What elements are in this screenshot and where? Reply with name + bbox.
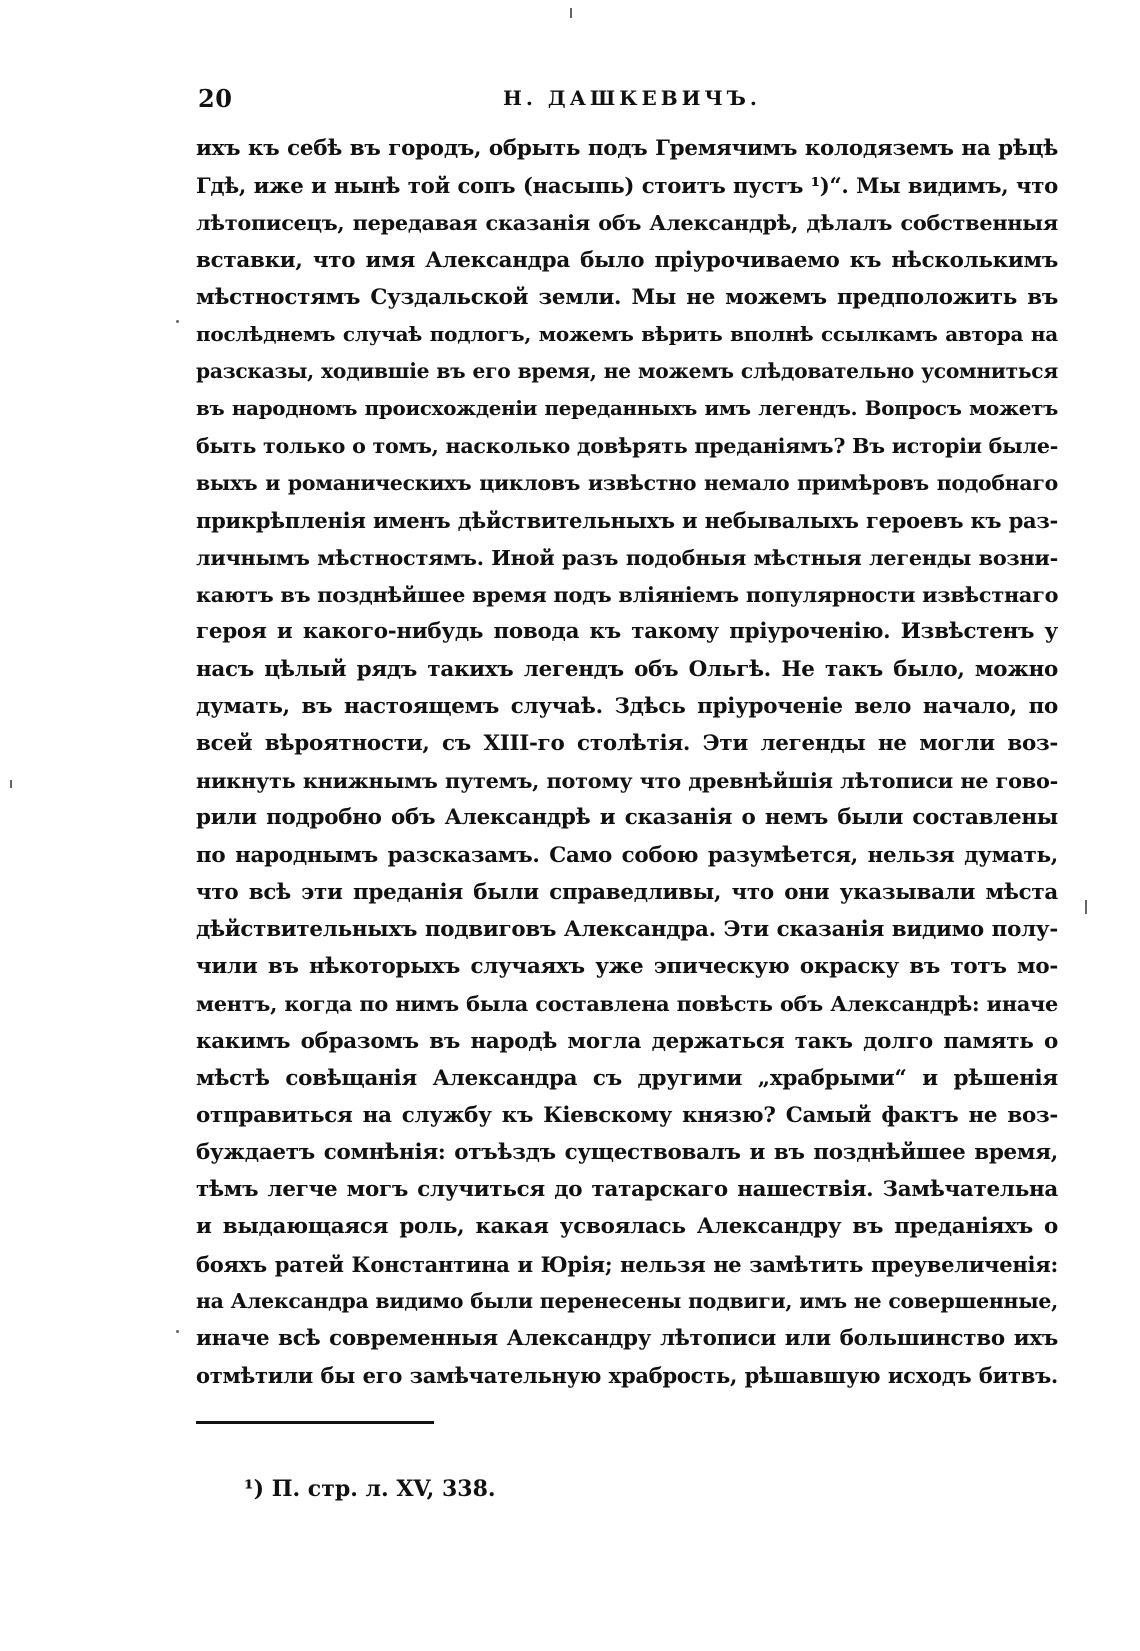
scan-speck [570,8,572,18]
text-line: какимъ образомъ въ народѣ могла держаться такъ долго память о [196,1028,1058,1054]
text-line: лѣтописецъ, передавая сказанія объ Александрѣ, дѣлалъ собственныя [196,210,1058,236]
text-line: что всѣ эти преданія были справедливы, что они указывали мѣста [196,879,1058,905]
text-line: иначе всѣ современныя Александру лѣтописи или большинство ихъ [196,1326,1058,1351]
text-line: ментъ, когда по нимъ была составлена повѣсть объ Александрѣ: иначе [196,991,1058,1017]
text-line: мѣстѣ совѣщанія Александра съ другими „храбрыми“ и рѣшенія [196,1065,1058,1091]
text-line: и выдающаяся роль, какая усвоялась Александру въ преданіяхъ о [196,1214,1058,1240]
running-title: Н. ДАШКЕВИЧЪ. [503,86,761,110]
text-line: по народнымъ разсказамъ. Само собою разумѣется, нельзя думать, [196,842,1058,868]
text-line: на Александра видимо были перенесены подвиги, имъ не совершенные, [196,1288,1058,1313]
text-line: Гдѣ, иже и нынѣ той сопъ (насыпь) стоитъ пустъ ¹)“. Мы видимъ, что [196,173,1058,199]
text-line: выхъ и романическихъ цикловъ извѣстно немало примѣровъ подобнаго [196,470,1058,495]
main-text [196,130,1058,1394]
text-line: прикрѣпленія именъ дѣйствительныхъ и небывалыхъ героевъ къ раз- [196,507,1058,533]
text-line: насъ цѣлый рядъ такихъ легендъ объ Ольгѣ. Не такъ было, можно [196,656,1058,682]
text-line: отмѣтили бы его замѣчательную храбрость, рѣшавшую исходъ битвъ. [196,1363,1058,1389]
text-line: личнымъ мѣстностямъ. Иной разъ подобныя мѣстныя легенды возни- [196,545,1058,571]
text-line: мѣстностямъ Суздальской земли. Мы не можемъ предположить въ [196,284,1058,310]
text-line: ихъ къ себѣ въ городъ, обрыть подъ Гремячимъ колодяземъ на рѣцѣ [196,136,1058,161]
text-line: въ народномъ происхожденіи переданныхъ имъ легендъ. Вопросъ можетъ [196,396,1058,421]
text-line: отправиться на службу къ Кіевскому князю? Самый фактъ не воз- [196,1102,1058,1128]
scan-speck [176,320,179,323]
text-line: послѣднемъ случаѣ подлогъ, можемъ вѣрить вполнѣ ссылкамъ автора на [196,321,1058,346]
text-line: разсказы, ходившіе въ его время, не можемъ слѣдовательно усомниться [196,359,1058,384]
text-line: буждаетъ сомнѣнія: отъѣздъ существовалъ и въ позднѣйшее время, [196,1140,1058,1166]
text-line: дѣйствительныхъ подвиговъ Александра. Эти сказанія видимо полу- [196,916,1058,942]
text-line: каютъ въ позднѣйшее время подъ вліяніемъ популярности извѣстнаго [196,582,1059,608]
page-header [198,84,1058,124]
footnote: ¹) П. стр. л. XV, 338. [244,1476,496,1502]
scan-speck [10,780,12,788]
page-number: 20 [198,84,233,113]
text-line: быть только о томъ, насколько довѣрять преданіямъ? Въ исторіи быле- [196,433,1058,458]
scan-speck [1085,900,1087,914]
text-line: чили въ нѣкоторыхъ случаяхъ уже эпическую окраску въ тотъ мо- [196,954,1058,980]
scan-speck [176,1330,179,1333]
text-line: рили подробно объ Александрѣ и сказанія о немъ были составлены [196,805,1058,831]
text-line: героя и какого-нибудь повода къ такому пріуроченію. Извѣстенъ у [196,619,1058,645]
text-line: всей вѣроятности, съ XIII-го столѣтія. Эти легенды не могли воз- [196,731,1058,756]
text-line: думать, въ настоящемъ случаѣ. Здѣсь пріуроченіе вело начало, по [196,693,1058,719]
text-line: вставки, что имя Александра было пріурочиваемо къ нѣсколькимъ [196,247,1058,273]
text-line: никнуть книжнымъ путемъ, потому что древнѣйшія лѣтописи не гово- [196,768,1058,794]
text-line: тѣмъ легче могъ случиться до татарскаго нашествія. Замѣчательна [196,1177,1058,1203]
footnote-rule [196,1421,434,1424]
text-line: бояхъ ратей Константина и Юрія; нельзя не замѣтить преувеличенія: [196,1251,1058,1277]
